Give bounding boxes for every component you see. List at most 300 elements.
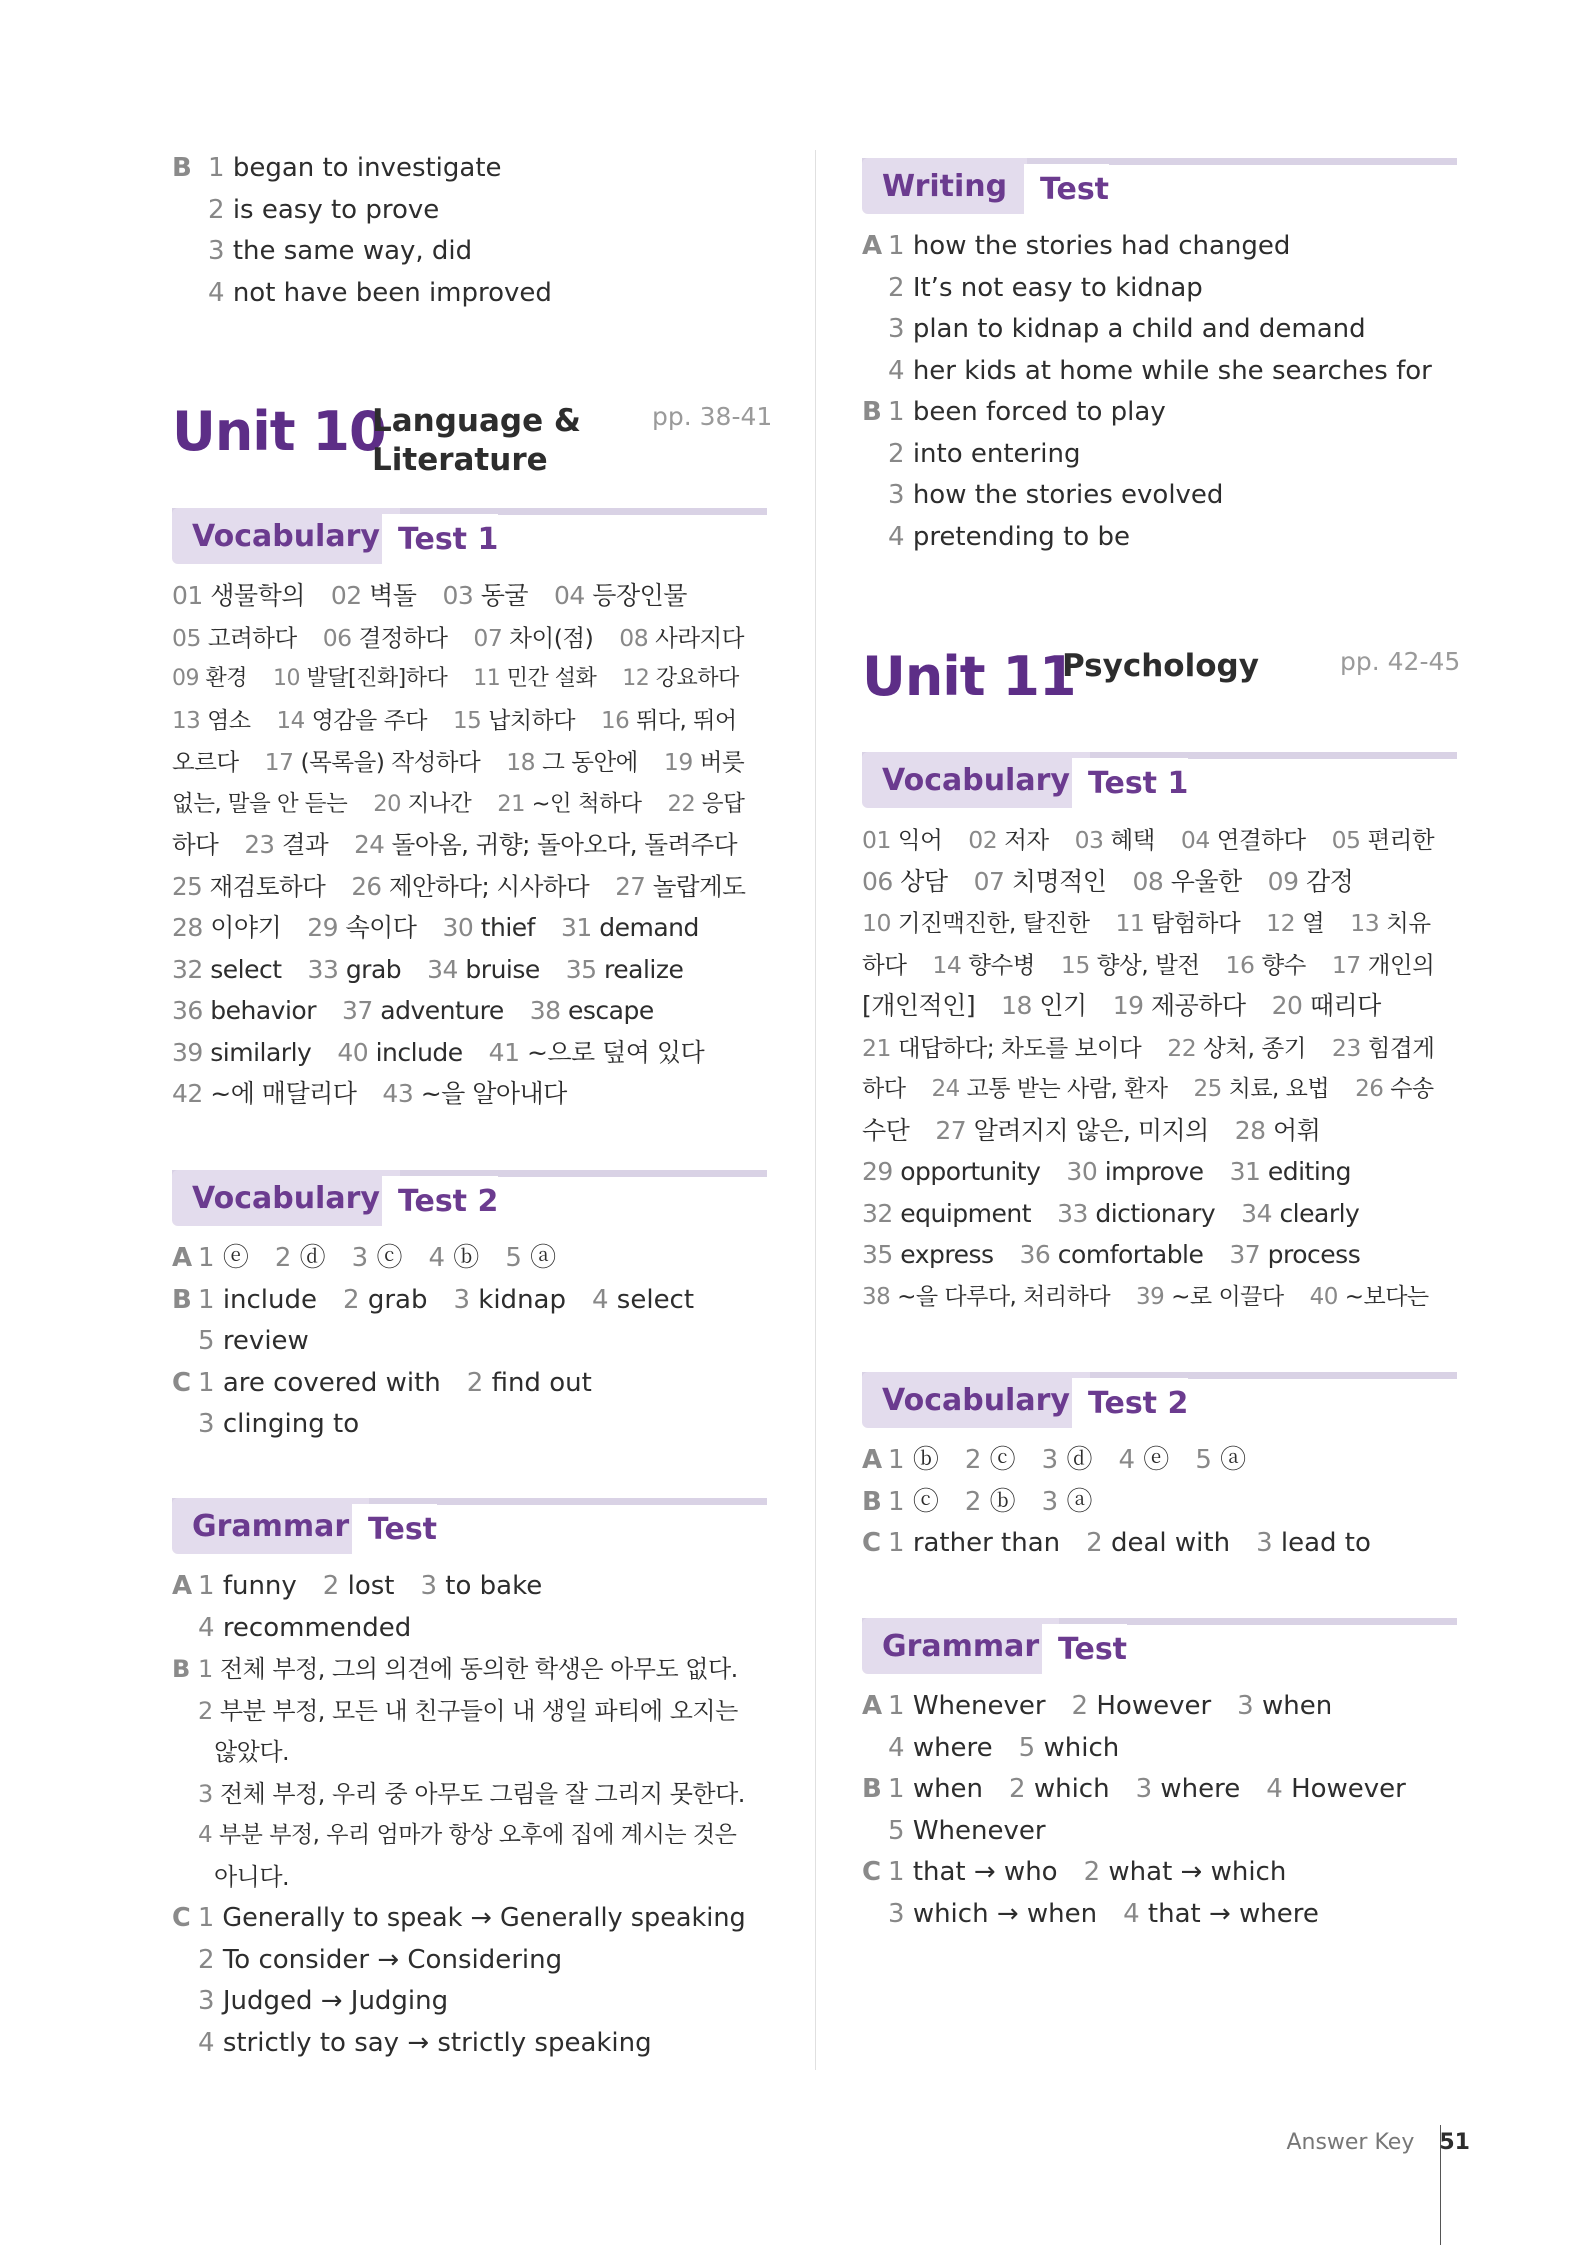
answer-item (489, 1038, 705, 1067)
unit-number: Unit 10 (172, 400, 386, 463)
answer-item (965, 1445, 1016, 1475)
answer-text: 등장인물 (592, 581, 687, 610)
section-subtitle: Test 1 (1072, 758, 1188, 808)
answer-text: select (210, 954, 282, 984)
answer-text: 전체 부정, 그의 의견에 동의한 학생은 아무도 없다. (219, 1655, 738, 1683)
unit-10-title (172, 400, 773, 478)
answer-number: 23 (244, 830, 275, 859)
answer-number: 36 (1019, 1240, 1051, 1269)
answer-line (862, 1482, 1118, 1522)
answer-item (428, 1243, 479, 1273)
answer-item (1229, 1240, 1360, 1269)
answer-item (208, 278, 552, 308)
answer-line (172, 1898, 772, 1938)
answer-text: are covered with (222, 1367, 441, 1398)
answer-item (1136, 1284, 1284, 1310)
answer-item (862, 1034, 1141, 1062)
answer-text: 탐험하다 (1151, 909, 1241, 937)
answer-number: 07 (973, 866, 1005, 896)
answer-text: 그 동안에 (542, 748, 638, 776)
answer-number: 4 (1266, 1774, 1283, 1804)
answer-text: 없는, 말을 안 듣는 (172, 790, 348, 817)
answer-text: 차이(점) (509, 623, 594, 652)
unit-11-title (862, 645, 1461, 708)
answer-item (888, 439, 1080, 469)
answer-text: ⓓ (1066, 1445, 1093, 1475)
answer-text: 기진맥진한, 탈진한 (897, 909, 1090, 937)
answer-line (172, 1608, 437, 1648)
answer-line (862, 475, 1249, 515)
answer-text: Whenever (912, 1815, 1046, 1846)
answer-line (862, 1111, 1346, 1151)
answer-line (172, 659, 765, 699)
answer-text: comfortable (1057, 1240, 1204, 1269)
answer-item (208, 236, 472, 266)
answer-item (342, 996, 504, 1025)
answer-number: 24 (354, 830, 385, 859)
answer-number: 10 (862, 909, 891, 937)
answer-item (619, 624, 744, 652)
answer-text: recommended (222, 1612, 412, 1643)
answer-number: 26 (1355, 1076, 1384, 1102)
answer-group-label: C (172, 1367, 192, 1398)
answer-item (198, 1613, 411, 1643)
answer-text: ~보다는 (1344, 1283, 1429, 1310)
answer-item (1226, 951, 1306, 979)
answer-text: 오르다 (172, 748, 239, 776)
answer-number: 27 (615, 871, 646, 901)
answer-number: 1 (888, 1445, 905, 1475)
section-pill: Vocabulary (172, 1170, 400, 1226)
answer-item (1066, 1157, 1203, 1186)
answer-group-label: B (172, 153, 192, 183)
answer-number: 1 (888, 1857, 905, 1887)
section-pill: Vocabulary (172, 508, 400, 564)
answer-text: 발달[진화]하다 (306, 666, 448, 691)
answer-number: 5 (1018, 1732, 1036, 1763)
answer-group-label: C (172, 1903, 191, 1933)
answer-text: into entering (912, 438, 1081, 469)
answer-item (351, 872, 589, 901)
answer-number: 02 (330, 581, 362, 610)
answer-item (337, 1038, 462, 1067)
answer-line (862, 226, 1316, 266)
answer-text: 않았다. (214, 1738, 290, 1766)
unit-number: Unit 11 (862, 645, 1076, 708)
answer-item (505, 1243, 556, 1273)
answer-number: 4 (198, 1822, 213, 1848)
answer-text: how the stories had changed (912, 231, 1291, 261)
answer-item (932, 951, 1035, 979)
answer-number: 22 (1167, 1033, 1197, 1062)
answer-text: include (375, 1037, 463, 1067)
answer-line (862, 434, 1106, 474)
answer-number: 2 (466, 1367, 484, 1398)
answer-text: ~을 알아내다 (420, 1079, 567, 1108)
answer-text: 부분 부정, 우리 엄마가 항상 오후에 집에 계시는 것은 (218, 1822, 737, 1848)
answer-text: 제공하다 (1150, 991, 1246, 1020)
section-pill: Grammar (862, 1618, 1059, 1674)
answer-item (1061, 951, 1200, 979)
answer-number: 28 (172, 913, 203, 942)
answer-item (1332, 951, 1435, 979)
answer-text: ⓒ (912, 1486, 939, 1517)
answer-number: 12 (1266, 909, 1296, 937)
answer-line (172, 1363, 618, 1403)
answer-line (862, 1194, 1385, 1234)
answer-text: 돌아옴, 귀향; 돌아오다, 돌려주다 (391, 830, 738, 859)
answer-number: 38 (862, 1283, 891, 1310)
answer-text: how the stories evolved (912, 480, 1224, 510)
answer-number: 1 (198, 1284, 215, 1315)
answer-line (172, 701, 763, 741)
answer-number: 1 (198, 1243, 215, 1273)
answer-number: 21 (862, 1033, 891, 1062)
answer-line (172, 867, 771, 907)
answer-item (1195, 1445, 1246, 1475)
answer-text: ~을 다루다, 처리하다 (897, 1283, 1111, 1310)
answer-item (172, 1038, 311, 1067)
answer-item (172, 791, 347, 817)
answer-text: express (900, 1240, 994, 1269)
answer-text: 상담 (900, 866, 948, 896)
answer-number: 39 (1136, 1283, 1165, 1310)
answer-text: 상처, 종기 (1203, 1033, 1306, 1062)
answer-number: 2 (198, 1944, 215, 1975)
answer-line (172, 273, 578, 313)
answer-item (172, 913, 281, 942)
answer-item (862, 1157, 1040, 1186)
section-subtitle: Test 2 (382, 1176, 498, 1226)
answer-item (668, 791, 745, 817)
answer-text: not have been improved (232, 277, 552, 308)
answer-item (862, 1199, 1031, 1228)
answer-number: 21 (497, 790, 525, 817)
answer-text: kidnap (478, 1284, 566, 1315)
answer-text: 향수병 (968, 950, 1035, 979)
answer-text: behavior (210, 996, 316, 1025)
answer-line (862, 820, 1460, 860)
answer-text: been forced to play (912, 397, 1166, 427)
answer-text: It’s not easy to kidnap (912, 272, 1203, 303)
answer-item (1113, 991, 1246, 1020)
answer-number: 25 (1193, 1076, 1222, 1102)
answer-item (888, 397, 1166, 427)
answer-item (442, 913, 535, 942)
answer-item (1057, 1199, 1215, 1228)
grammar-test-header (172, 1498, 767, 1554)
answer-text: 대답하다; 차도를 보이다 (897, 1033, 1142, 1062)
answer-number: 2 (964, 1486, 982, 1517)
page-footer (1286, 2130, 1470, 2155)
answer-text: select (616, 1284, 695, 1315)
answer-item (862, 951, 906, 979)
answer-item (1181, 826, 1306, 854)
answer-number: 35 (565, 954, 597, 984)
answer-item (214, 1738, 289, 1766)
unit-name: Psychology (1062, 648, 1259, 684)
answer-number: 5 (888, 1815, 905, 1846)
answer-item (888, 356, 1432, 386)
answer-item (1266, 1774, 1406, 1804)
answer-number: 17 (1331, 950, 1361, 979)
answer-item (343, 1285, 427, 1315)
answer-text: which (1043, 1732, 1120, 1763)
answer-number: 1 (198, 1367, 215, 1398)
answer-item (1355, 1076, 1434, 1102)
answer-item (273, 666, 447, 691)
answer-number: 1 (888, 231, 905, 261)
answer-line (172, 231, 498, 271)
answer-item (1086, 1528, 1230, 1558)
answer-item (172, 872, 325, 901)
answer-item (862, 991, 975, 1020)
answer-text: to bake (445, 1571, 543, 1601)
answer-number: 14 (932, 950, 962, 979)
answer-item (172, 624, 297, 652)
answer-item (473, 624, 593, 652)
answer-item (1042, 1487, 1093, 1517)
answer-number: 42 (172, 1079, 203, 1108)
answer-line (172, 950, 709, 990)
answer-number: 3 (1135, 1774, 1153, 1804)
answer-text: 인기 (1039, 991, 1087, 1020)
answer-text: 결정하다 (358, 623, 448, 652)
answer-number: 05 (172, 623, 201, 652)
answer-item (198, 1945, 562, 1975)
column-divider (815, 150, 816, 2070)
answer-item (1136, 1774, 1241, 1804)
answer-item (888, 1691, 1046, 1721)
answer-item (862, 1284, 1110, 1310)
answer-item (888, 314, 1366, 344)
answer-item (862, 1116, 909, 1145)
answer-text: 우울한 (1170, 866, 1242, 896)
answer-item (198, 2028, 652, 2058)
answer-line (172, 1691, 764, 1731)
answer-line (172, 1815, 762, 1855)
answer-number: 16 (1225, 950, 1255, 979)
answer-text: clinging to (222, 1409, 360, 1439)
answer-item (888, 1857, 1058, 1887)
answer-number: 2 (964, 1445, 982, 1475)
answer-line (862, 903, 1457, 943)
answer-item (862, 867, 948, 896)
answer-item (427, 955, 540, 984)
answer-number: 4 (1118, 1445, 1136, 1475)
answer-number: 3 (1041, 1486, 1059, 1517)
answer-item (1072, 1691, 1212, 1721)
answer-text: 속이다 (345, 913, 417, 942)
answer-text: grab (367, 1284, 428, 1315)
answer-number: 1 (888, 1774, 905, 1804)
answer-item (1241, 1199, 1359, 1228)
answer-number: 1 (888, 1528, 905, 1558)
answer-text: ~인 척하다 (531, 790, 642, 817)
answer-text: To consider → Considering (222, 1944, 563, 1975)
answer-text: Whenever (912, 1691, 1046, 1721)
answer-text: 염소 (207, 707, 251, 734)
answer-number: 34 (427, 954, 458, 984)
answer-number: 2 (198, 1696, 213, 1725)
answer-item (888, 273, 1203, 303)
answer-item (862, 826, 942, 854)
answer-number: 1 (208, 153, 225, 183)
answer-number: 35 (862, 1240, 893, 1269)
answer-line (862, 351, 1458, 391)
answer-line (172, 825, 763, 865)
answer-group-label: A (172, 1571, 193, 1601)
answer-item (265, 748, 481, 776)
answer-line (172, 1857, 315, 1897)
answer-line (172, 1404, 385, 1444)
answer-item (172, 830, 218, 859)
answer-item (198, 1326, 309, 1356)
answer-number: 30 (1066, 1157, 1098, 1186)
answer-number: 2 (208, 194, 225, 225)
answer-text: deal with (1110, 1528, 1231, 1558)
answer-item (931, 1076, 1167, 1102)
answer-text: ~로 이끌다 (1171, 1283, 1284, 1310)
writing-test-header (862, 158, 1457, 214)
answer-text: ⓐ (530, 1243, 557, 1273)
page-range: pp. 38-41 (652, 402, 773, 431)
answer-line (172, 1732, 315, 1772)
answer-item (862, 1076, 905, 1102)
answer-item (664, 748, 744, 776)
answer-item (453, 708, 575, 734)
section-pill: Vocabulary (862, 752, 1090, 808)
section-pill: Writing (862, 158, 1027, 214)
section-subtitle: Test 1 (382, 514, 498, 564)
answer-line (172, 1280, 720, 1320)
answer-line (862, 392, 1192, 432)
answer-line (172, 1238, 582, 1278)
answer-text: [개인적인] (862, 991, 976, 1020)
answer-item (331, 581, 417, 610)
answer-item (198, 1243, 249, 1273)
answer-text: 강요하다 (655, 666, 739, 691)
answer-number: 4 (888, 355, 905, 386)
answer-number: 30 (442, 913, 474, 942)
vocabulary-test-2-header (862, 1372, 1457, 1428)
answer-number: 3 (420, 1571, 438, 1601)
answer-text: 어휘 (1273, 1115, 1321, 1145)
answer-number: 10 (273, 666, 301, 691)
answer-line (862, 1235, 1386, 1275)
answer-text: 개인의 (1367, 950, 1435, 979)
answer-number: 39 (172, 1037, 203, 1067)
answer-text: 수송 (1390, 1076, 1434, 1102)
answer-line (862, 309, 1392, 349)
answer-number: 29 (862, 1157, 893, 1186)
answer-number: 1 (198, 1571, 215, 1601)
vocabulary-test-1-header (172, 508, 767, 564)
answer-line (862, 986, 1407, 1026)
answer-text: 치명적인 (1011, 866, 1107, 896)
answer-number: 34 (1241, 1198, 1272, 1228)
answer-number: 38 (529, 996, 561, 1025)
answer-item (888, 1899, 1097, 1929)
answer-text: 버릇 (699, 748, 745, 776)
answer-number: 15 (1060, 950, 1090, 979)
answer-group-label: C (862, 1528, 882, 1558)
answer-group-label: A (862, 1445, 883, 1475)
answer-text: 동굴 (480, 581, 529, 610)
answer-text: 수단 (862, 1115, 910, 1145)
answer-item (592, 1285, 694, 1315)
answer-number: 31 (560, 913, 592, 942)
answer-line (862, 1852, 1312, 1892)
answer-text: where (912, 1732, 993, 1763)
answer-item (382, 1079, 566, 1108)
answer-group-label: B (862, 1774, 882, 1804)
answer-number: 33 (307, 954, 339, 984)
answer-number: 06 (862, 866, 893, 896)
answer-number: 5 (1195, 1445, 1212, 1475)
answer-number: 5 (198, 1326, 215, 1356)
answer-text: 결과 (281, 830, 329, 859)
answer-text: bruise (465, 954, 540, 984)
answer-line (172, 1033, 730, 1073)
answer-item (888, 522, 1130, 552)
answer-number: 4 (591, 1284, 609, 1315)
answer-item (1235, 1116, 1321, 1145)
answer-line (862, 1728, 1145, 1768)
answer-text: ⓔ (222, 1243, 249, 1273)
answer-number: 23 (1331, 1033, 1361, 1062)
answer-number: 41 (488, 1037, 520, 1067)
answer-item (615, 872, 745, 901)
answer-number: 3 (888, 1898, 905, 1929)
answer-text: editing (1267, 1157, 1351, 1186)
answer-text: 아니다. (214, 1862, 290, 1891)
answer-group-label: B (862, 397, 882, 427)
answer-number: 2 (343, 1284, 360, 1315)
answer-item (1084, 1857, 1287, 1887)
answer-text: dictionary (1095, 1198, 1216, 1228)
answer-number: 37 (1229, 1240, 1261, 1269)
answer-number: 1 (198, 1903, 215, 1933)
answer-text: 응답 (701, 790, 745, 817)
answer-number: 08 (1132, 866, 1164, 896)
answer-item (373, 791, 471, 817)
answer-item (601, 708, 737, 734)
answer-text: ⓔ (1143, 1445, 1170, 1475)
answer-text: However (1096, 1691, 1212, 1721)
answer-group-label: A (862, 231, 883, 261)
answer-number: 13 (172, 707, 201, 734)
answer-text: 벽돌 (369, 581, 417, 610)
answer-number: 37 (342, 996, 373, 1025)
answer-line (862, 1069, 1460, 1109)
answer-line (862, 1811, 1072, 1851)
answer-line (172, 908, 725, 948)
answer-text: 환경 (205, 666, 248, 691)
answer-text: However (1291, 1774, 1406, 1804)
answer-number: 3 (888, 480, 905, 510)
answer-line (862, 268, 1229, 308)
answer-item (208, 153, 502, 183)
footer-label: Answer Key (1286, 2130, 1415, 2155)
answer-text: 부분 부정, 모든 내 친구들이 내 생일 파티에 오지는 (219, 1696, 738, 1725)
answer-line (172, 1649, 764, 1689)
answer-text: similarly (210, 1037, 312, 1067)
answer-number: 08 (619, 623, 649, 652)
answer-item (198, 1780, 745, 1808)
answer-number: 3 (208, 236, 225, 266)
answer-number: 25 (172, 871, 203, 901)
